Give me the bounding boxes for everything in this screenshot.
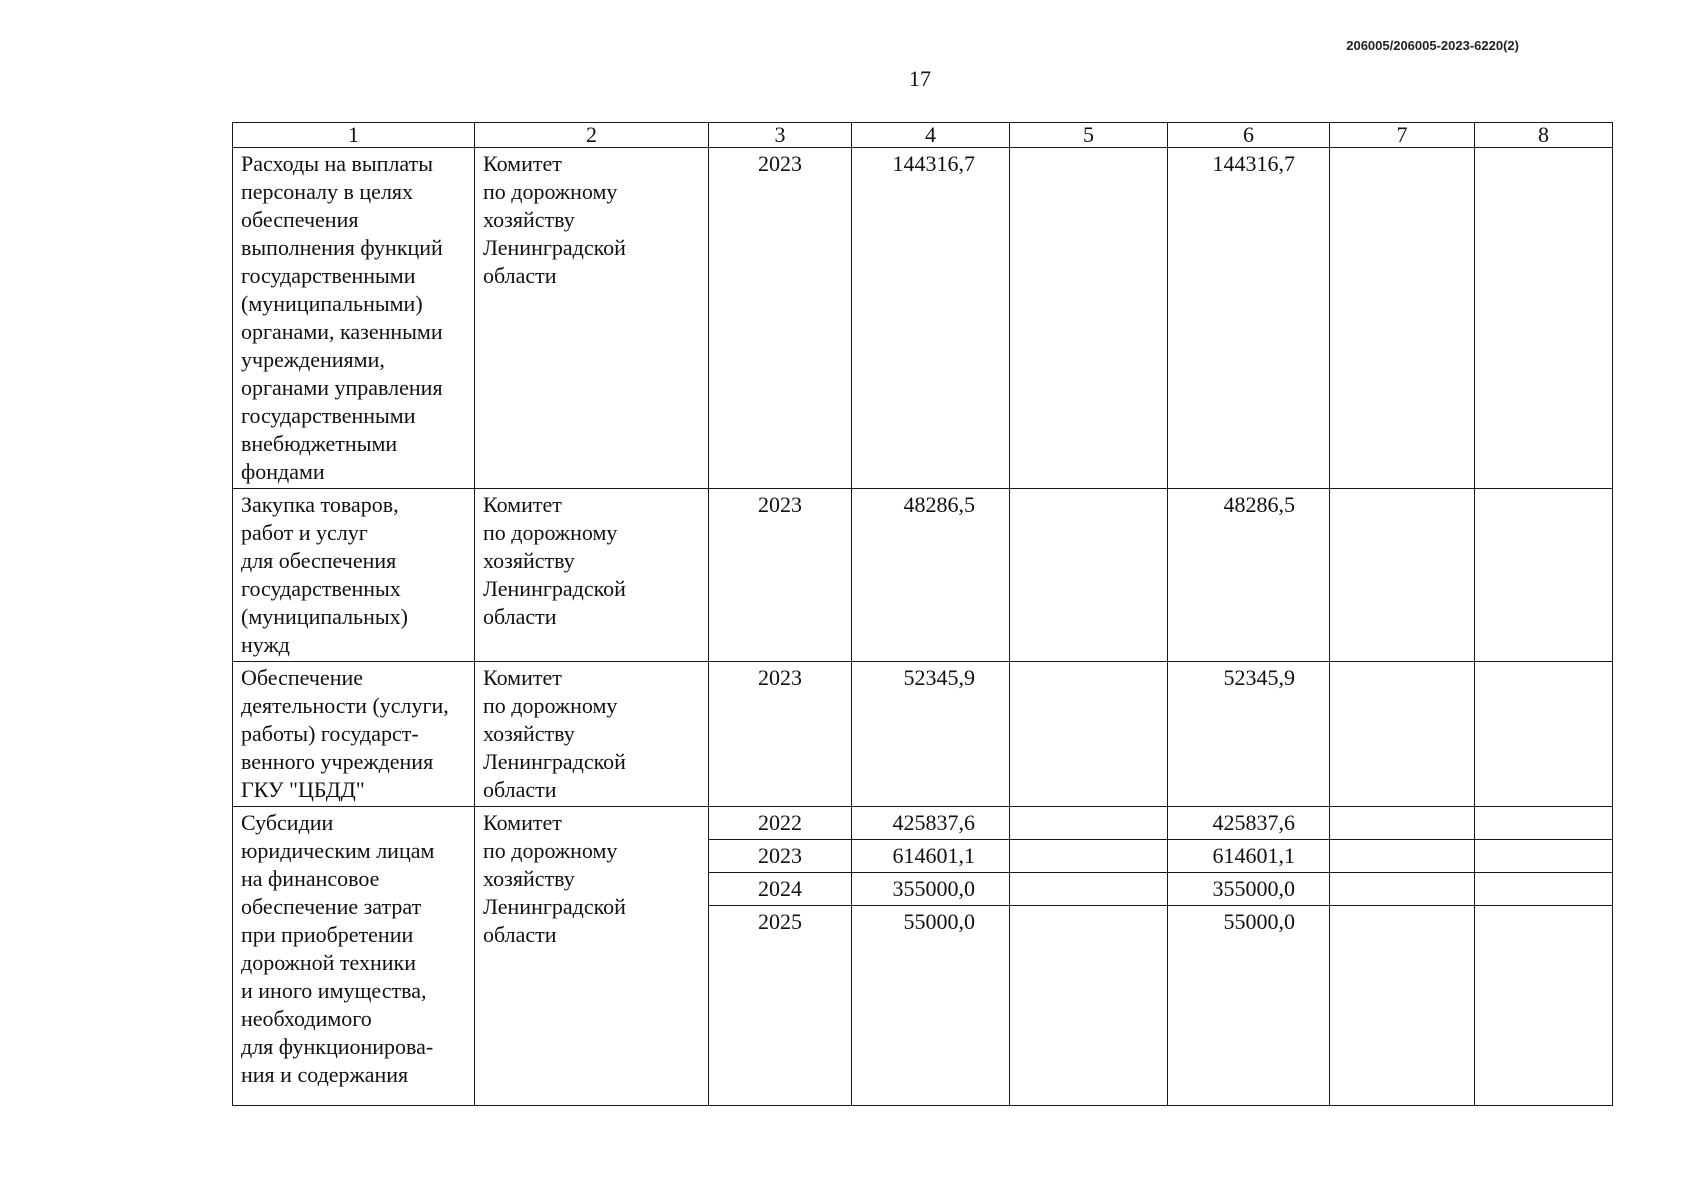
column-header: 3 xyxy=(709,123,852,148)
table-row xyxy=(233,662,1613,807)
column-7-cell xyxy=(1330,489,1475,662)
column-header: 8 xyxy=(1475,123,1613,148)
expense-name-cell: Закупка товаров, работ и услуг для обеспечения государственных (муниципальных) нужд xyxy=(233,489,475,662)
column-7-cell xyxy=(1330,873,1475,906)
amount-cell: 614601,1 xyxy=(1168,840,1330,873)
column-7-cell xyxy=(1330,840,1475,873)
amount-cell: 52345,9 xyxy=(852,662,1010,807)
organization-cell: Комитет по дорожному хозяйству Ленинградской области xyxy=(475,148,709,489)
table-row xyxy=(233,148,1613,489)
year-cell: 2022 xyxy=(709,807,852,840)
amount-cell: 55000,0 xyxy=(1168,906,1330,1106)
column-header: 7 xyxy=(1330,123,1475,148)
column-5-cell xyxy=(1010,906,1168,1106)
header-row xyxy=(233,123,1613,148)
column-8-cell xyxy=(1475,840,1613,873)
column-7-cell xyxy=(1330,906,1475,1106)
amount-cell: 48286,5 xyxy=(1168,489,1330,662)
amount-cell: 425837,6 xyxy=(1168,807,1330,840)
column-8-cell xyxy=(1475,807,1613,840)
column-8-cell xyxy=(1475,906,1613,1106)
amount-cell: 614601,1 xyxy=(852,840,1010,873)
organization-cell: Комитет по дорожному хозяйству Ленинградской области xyxy=(475,807,709,1106)
year-cell: 2025 xyxy=(709,906,852,1106)
page-number: 17 xyxy=(909,66,931,91)
column-header: 1 xyxy=(233,123,475,148)
year-cell: 2023 xyxy=(709,489,852,662)
table-row xyxy=(233,489,1613,662)
column-8-cell xyxy=(1475,489,1613,662)
column-8-cell xyxy=(1475,873,1613,906)
amount-cell: 48286,5 xyxy=(852,489,1010,662)
budget-table xyxy=(232,122,1613,1106)
column-header: 2 xyxy=(475,123,709,148)
expense-name-cell: Обеспечение деятельности (услуги, работы) государст- венного учреждения ГКУ "ЦБДД" xyxy=(233,662,475,807)
amount-cell: 55000,0 xyxy=(852,906,1010,1106)
organization-cell: Комитет по дорожному хозяйству Ленинградской области xyxy=(475,662,709,807)
column-5-cell xyxy=(1010,148,1168,489)
organization-cell: Комитет по дорожному хозяйству Ленинградской области xyxy=(475,489,709,662)
column-5-cell xyxy=(1010,807,1168,840)
column-5-cell xyxy=(1010,489,1168,662)
expense-name-cell: Расходы на выплаты персоналу в целях обеспечения выполнения функций государственными (муниципальными) органами, казенными учреждениями, органами управления государственными внебюджетными фондами xyxy=(233,148,475,489)
amount-cell: 425837,6 xyxy=(852,807,1010,840)
column-7-cell xyxy=(1330,662,1475,807)
year-cell: 2023 xyxy=(709,148,852,489)
table-row xyxy=(233,807,1613,840)
column-header: 4 xyxy=(852,123,1010,148)
column-5-cell xyxy=(1010,840,1168,873)
year-cell: 2024 xyxy=(709,873,852,906)
expense-name-cell: Субсидии юридическим лицам на финансовое обеспечение затрат при приобретении дорожной техники и иного имущества, необходимого для функционирова- ния и содержания xyxy=(233,807,475,1106)
column-8-cell xyxy=(1475,662,1613,807)
column-7-cell xyxy=(1330,807,1475,840)
year-cell: 2023 xyxy=(709,662,852,807)
amount-cell: 52345,9 xyxy=(1168,662,1330,807)
amount-cell: 355000,0 xyxy=(852,873,1010,906)
column-5-cell xyxy=(1010,662,1168,807)
year-cell: 2023 xyxy=(709,840,852,873)
amount-cell: 355000,0 xyxy=(1168,873,1330,906)
column-header: 5 xyxy=(1010,123,1168,148)
document-id: 206005/206005-2023-6220(2) xyxy=(1346,38,1519,53)
amount-cell: 144316,7 xyxy=(852,148,1010,489)
column-8-cell xyxy=(1475,148,1613,489)
column-header: 6 xyxy=(1168,123,1330,148)
amount-cell: 144316,7 xyxy=(1168,148,1330,489)
column-5-cell xyxy=(1010,873,1168,906)
column-7-cell xyxy=(1330,148,1475,489)
